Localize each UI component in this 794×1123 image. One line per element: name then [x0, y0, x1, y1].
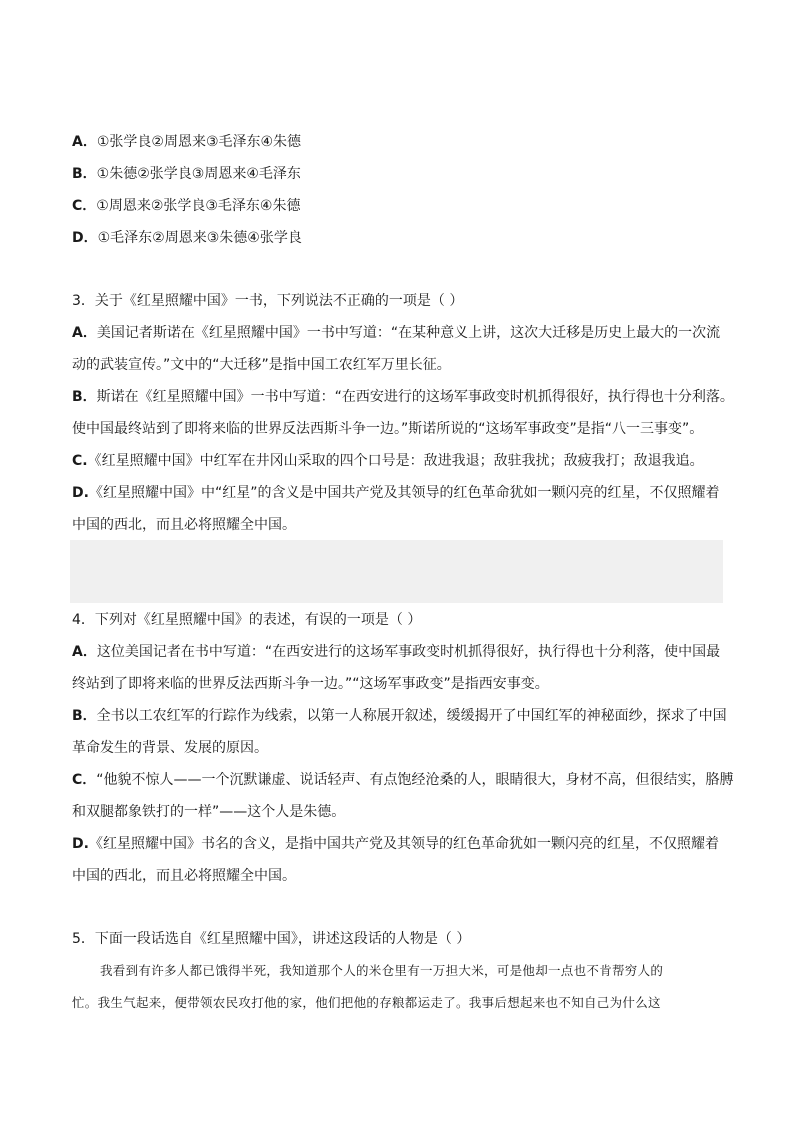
- q4-line: [72, 706, 727, 726]
- option-letter: B．: [72, 389, 97, 405]
- option-text: 革命发生的背景、发展的原因。: [72, 740, 268, 756]
- option-text: 《红星照耀中国》书名的含义，是指中国共产党及其领导的红色革命犹如一颗闪亮的红星，不仅照耀着: [88, 836, 719, 852]
- option-letter: A．: [72, 134, 97, 150]
- q3-title: 3．关于《红星照耀中国》一书，下列说法不正确的一项是（ ）: [72, 293, 464, 309]
- q4-line: [72, 738, 268, 758]
- option-text: “他貌不惊人——一个沉默谦虚、说话轻声、有点饱经沧桑的人，眼睛很大，身材不高，但很结实，胳膊: [96, 772, 734, 788]
- option-text: 斯诺在《红星照耀中国》一书中写道：“在西安进行的这场军事政变时机抓得很好，执行得也十分利落。: [96, 389, 734, 405]
- option-text: 中国的西北，而且必将照耀全中国。: [72, 868, 296, 884]
- option-text: ①朱德②张学良③周恩来④毛泽东: [96, 166, 301, 182]
- q2-option-d: [72, 228, 302, 248]
- q2-option-c: [72, 196, 300, 216]
- option-letter: D.: [72, 485, 89, 501]
- option-letter: C.: [72, 453, 88, 469]
- option-text: 中国的西北，而且必将照耀全中国。: [72, 517, 296, 533]
- q3-line: [72, 323, 720, 343]
- q5-passage-line: 我看到有许多人都已饿得半死，我知道那个人的米仓里有一万担大米，可是他却一点也不肯帮穷人的: [100, 963, 664, 978]
- option-text: ①周恩来②张学良③毛泽东④朱德: [96, 198, 301, 214]
- q2-option-a: [72, 132, 301, 152]
- q4-title: 4．下列对《红星照耀中国》的表述，有误的一项是（ ）: [72, 612, 422, 628]
- option-letter: A．: [72, 644, 97, 660]
- q4-line: [72, 770, 734, 790]
- option-text: 美国记者斯诺在《红星照耀中国》一书中写道：“在某种意义上讲，这次大迁移是历史上最大的一次流: [96, 325, 721, 341]
- q3-line: [72, 419, 703, 439]
- option-text: 全书以工农红军的行踪作为线索，以第一人称展开叙述，缓缓揭开了中国红军的神秘面纱，探求了中国: [96, 708, 727, 724]
- q4-line: [72, 834, 719, 854]
- q3-line: [72, 387, 734, 407]
- option-text: 《红星照耀中国》中“红星”的含义是中国共产党及其领导的红色革命犹如一颗闪亮的红星，不仅照耀着: [88, 485, 720, 501]
- q4-line: [72, 642, 720, 662]
- q3-line: [72, 515, 296, 535]
- q5-title: 5．下面一段话选自《红星照耀中国》，讲述这段话的人物是（ ）: [72, 931, 471, 947]
- option-text: 终站到了即将来临的世界反法西斯斗争一边。”“这场军事政变”是指西安事变。: [72, 676, 549, 692]
- option-text: 这位美国记者在书中写道：“在西安进行的这场军事政变时机抓得很好，执行得也十分利落，使中国最: [96, 644, 721, 660]
- q4-line: [72, 674, 549, 694]
- option-letter: B．: [72, 708, 97, 724]
- option-text: ①毛泽东②周恩来③朱德④张学良: [97, 230, 302, 246]
- option-letter: A．: [72, 325, 97, 341]
- option-letter: C．: [72, 772, 97, 788]
- q4-line: [72, 802, 345, 822]
- option-text: ①张学良②周恩来③毛泽东④朱德: [96, 134, 302, 150]
- option-text: 动的武装宣传。”文中的“大迁移”是指中国工农红军万里长征。: [72, 357, 451, 373]
- separator-band: [70, 540, 723, 603]
- q3-line: [72, 483, 719, 503]
- option-text: 使中国最终站到了即将来临的世界反法西斯斗争一边。”斯诺所说的“这场军事政变”是指“八一三事变”。: [72, 421, 704, 437]
- q4-line: [72, 866, 296, 886]
- q3-line: [72, 355, 451, 375]
- option-letter: B．: [72, 166, 97, 182]
- option-letter: D．: [72, 230, 98, 246]
- q2-option-b: [72, 164, 301, 184]
- option-letter: D.: [72, 836, 89, 852]
- option-letter: C．: [72, 198, 97, 214]
- option-text: 和双腿都象铁打的一样”——这个人是朱德。: [72, 804, 346, 820]
- option-text: 《红星照耀中国》中红军在井冈山采取的四个口号是：敌进我退；敌驻我扰；敌疲我打；敌退我追。: [87, 453, 704, 469]
- q3-line: [72, 451, 704, 471]
- q5-passage-line: 忙。我生气起来，便带领农民攻打他的家，他们把他的存粮都运走了。我事后想起来也不知自己为什么这: [72, 995, 661, 1010]
